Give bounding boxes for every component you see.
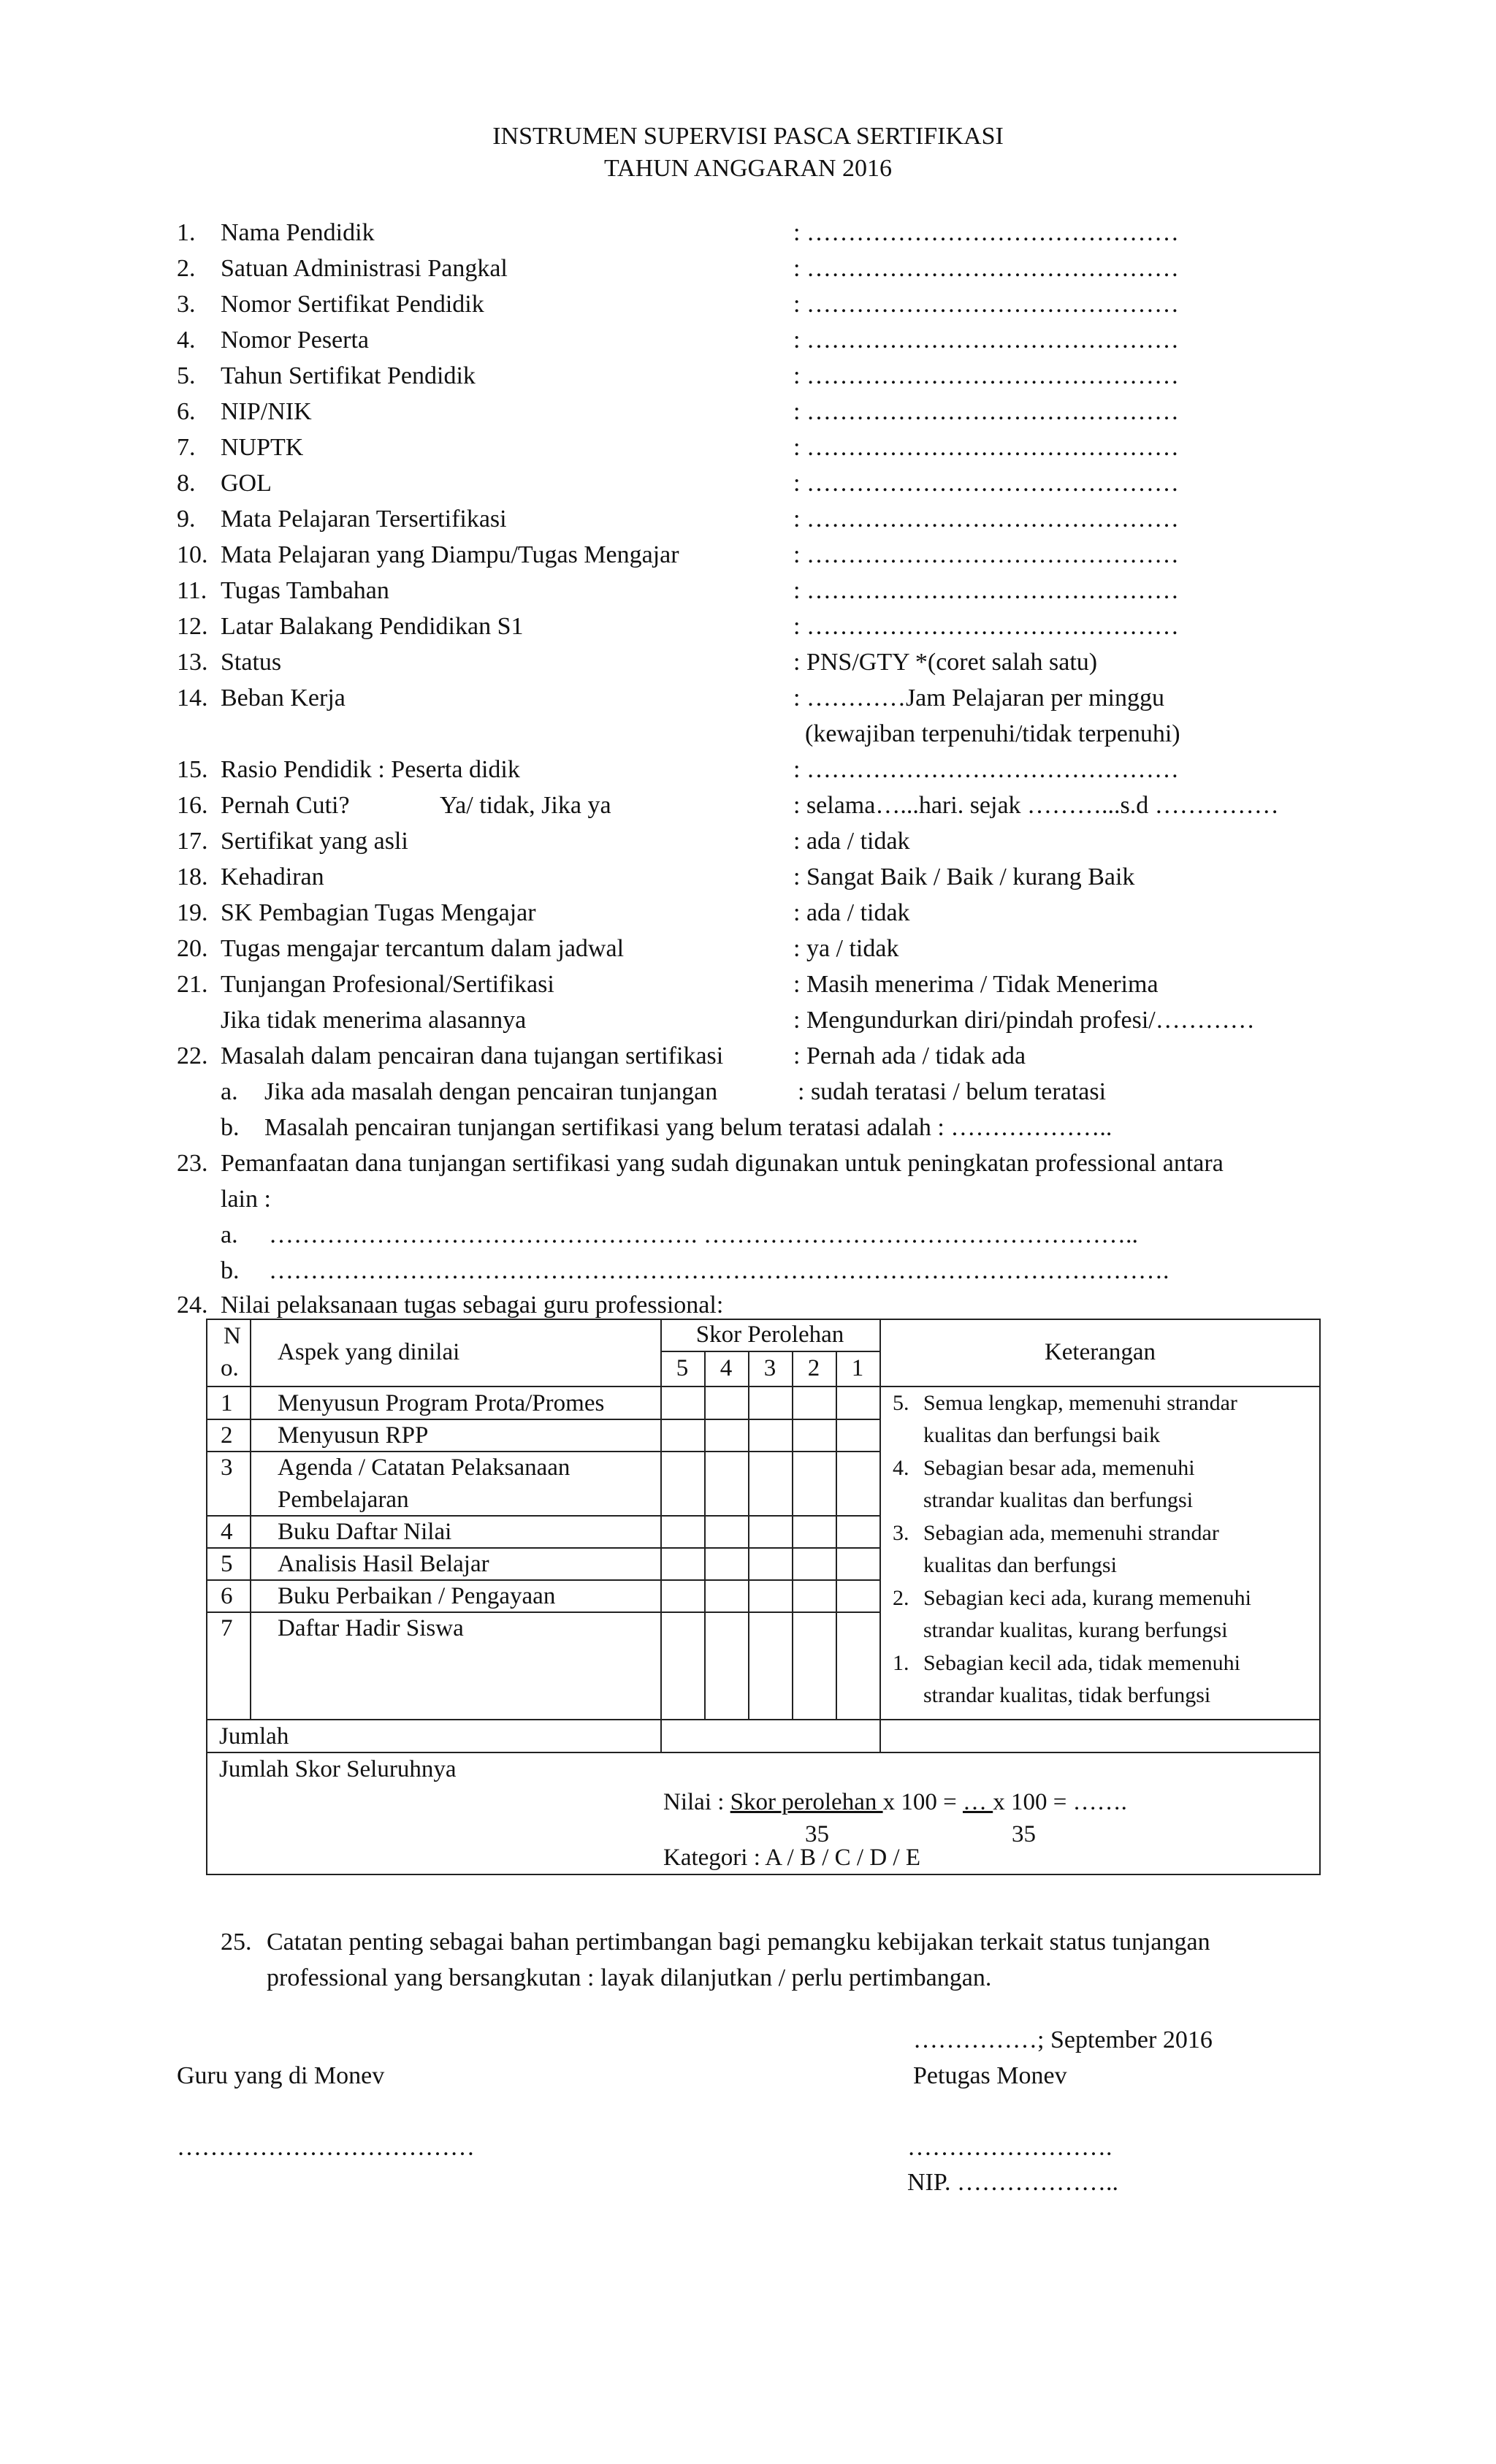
item-text: Catatan penting sebagai bahan pertimbangan bagi pemangku kebijakan terkait status tunjangan xyxy=(267,1929,1210,1956)
field-value: : ……………………………………… xyxy=(793,291,1179,318)
table-border xyxy=(206,1874,1321,1875)
field-value: : selama…...hari. sejak ………...s.d …………… xyxy=(793,792,1279,819)
table-grid-line xyxy=(748,1351,749,1719)
jumlah-label: Jumlah xyxy=(219,1723,289,1750)
field-label: Masalah dalam pencairan dana tujangan sertifikasi xyxy=(221,1042,724,1069)
field-number: 22. xyxy=(177,1042,208,1069)
field-value: : ……………………………………… xyxy=(793,362,1179,389)
sub-item-23a xyxy=(0,1217,1496,1253)
field-row xyxy=(0,1038,1496,1074)
signature-left-title: Guru yang di Monev xyxy=(177,2062,385,2089)
row-aspect: Buku Daftar Nilai xyxy=(278,1519,452,1545)
header-aspek: Aspek yang dinilai xyxy=(278,1339,460,1365)
row-aspect-cont: Pembelajaran xyxy=(278,1487,409,1513)
field-number: 9. xyxy=(177,506,196,533)
field-row xyxy=(0,752,1496,787)
table-grid-line xyxy=(879,1319,881,1752)
table-grid-line xyxy=(206,1719,1321,1720)
sub-item-22b xyxy=(0,1110,1496,1145)
row-aspect: Menyusun RPP xyxy=(278,1422,429,1449)
note-number: 5. xyxy=(893,1391,909,1415)
field-label: NUPTK xyxy=(221,434,304,461)
field-value: : ……………………………………… xyxy=(793,506,1179,533)
field-label-extra: Ya/ tidak, Jika ya xyxy=(440,792,611,819)
table-grid-line xyxy=(250,1319,251,1719)
field-value: : ada / tidak xyxy=(793,899,910,926)
note-text: kualitas dan berfungsi baik xyxy=(923,1423,1161,1447)
note-text: Sebagian besar ada, memenuhi xyxy=(923,1456,1195,1480)
field-row xyxy=(0,644,1496,680)
row-aspect: Daftar Hadir Siswa xyxy=(278,1615,464,1641)
field-label-secondary: Jika tidak menerima alasannya xyxy=(221,1007,527,1034)
row-number: 5 xyxy=(221,1551,233,1577)
sub-item-letter: b. xyxy=(221,1257,240,1284)
field-label: Satuan Administrasi Pangkal xyxy=(221,255,508,282)
note-text: kualitas dan berfungsi xyxy=(923,1553,1117,1577)
field-label: Mata Pelajaran yang Diampu/Tugas Mengajar xyxy=(221,541,679,568)
field-number: 3. xyxy=(177,291,196,318)
signature-nip: NIP. ……………….. xyxy=(907,2169,1119,2196)
sub-item-22a xyxy=(0,1074,1496,1110)
field-number: 8. xyxy=(177,470,196,497)
field-label: Nomor Peserta xyxy=(221,327,370,354)
sub-item-text: ……………………………………………. …………………………………………….. xyxy=(269,1221,1138,1248)
field-row-continuation xyxy=(0,716,1496,752)
field-label: Status xyxy=(221,649,282,676)
field-row xyxy=(0,609,1496,644)
field-label: Rasio Pendidik : Peserta didik xyxy=(221,756,520,783)
field-label: Nama Pendidik xyxy=(221,219,375,246)
item-24 xyxy=(0,1287,1496,1323)
field-number: 6. xyxy=(177,398,196,425)
formula-line xyxy=(663,1786,1127,1818)
document-title: INSTRUMEN SUPERVISI PASCA SERTIFIKASI xyxy=(492,123,1004,150)
signature-left-line: ……………………………… xyxy=(177,2134,475,2161)
row-aspect: Buku Perbaikan / Pengayaan xyxy=(278,1583,556,1609)
field-row xyxy=(0,430,1496,465)
sub-item-23b xyxy=(0,1253,1496,1289)
field-row xyxy=(0,465,1496,501)
field-value: : ada / tidak xyxy=(793,828,910,855)
field-label: Kehadiran xyxy=(221,863,324,890)
field-value: : Masih menerima / Tidak Menerima xyxy=(793,971,1159,998)
field-value: : PNS/GTY *(coret salah satu) xyxy=(793,649,1098,676)
field-value: : ……………………………………… xyxy=(793,219,1179,246)
note-number: 1. xyxy=(893,1651,909,1675)
note-number: 2. xyxy=(893,1586,909,1610)
field-row xyxy=(0,322,1496,358)
field-row-continuation xyxy=(0,1002,1496,1038)
field-number: 19. xyxy=(177,899,208,926)
signature-right-title: Petugas Monev xyxy=(913,2062,1067,2089)
formula-prefix: Nilai : xyxy=(663,1789,730,1815)
field-number: 7. xyxy=(177,434,196,461)
item-23-continuation xyxy=(0,1181,1496,1217)
field-number: 2. xyxy=(177,255,196,282)
row-number: 4 xyxy=(221,1519,233,1545)
field-row xyxy=(0,215,1496,251)
signature-right-line: ……………………. xyxy=(907,2134,1113,2161)
sub-item-letter: b. xyxy=(221,1114,240,1141)
note-text: Sebagian ada, memenuhi strandar xyxy=(923,1521,1219,1545)
field-number: 14. xyxy=(177,684,208,712)
field-number: 24. xyxy=(177,1292,208,1319)
note-text: Sebagian kecil ada, tidak memenuhi xyxy=(923,1651,1241,1675)
formula-dots: … xyxy=(962,1789,993,1815)
field-label: Tunjangan Profesional/Sertifikasi xyxy=(221,971,554,998)
field-value: : ……………………………………… xyxy=(793,577,1179,604)
field-value: : Sangat Baik / Baik / kurang Baik xyxy=(793,863,1135,890)
header-score-5: 5 xyxy=(676,1355,689,1381)
kategori-line: Kategori : A / B / C / D / E xyxy=(663,1845,920,1871)
note-text: Sebagian keci ada, kurang memenuhi xyxy=(923,1586,1252,1610)
place-date: ……………; September 2016 xyxy=(913,2026,1213,2053)
sub-item-letter: a. xyxy=(221,1078,238,1105)
item-text: lain : xyxy=(221,1186,271,1213)
field-row xyxy=(0,537,1496,573)
document-subtitle: TAHUN ANGGARAN 2016 xyxy=(604,155,892,182)
sub-item-text: ………………………………………………………………………………………………. xyxy=(269,1257,1169,1284)
field-value: : ……………………………………… xyxy=(793,398,1179,425)
field-number: 17. xyxy=(177,828,208,855)
field-value: : ……………………………………… xyxy=(793,613,1179,640)
field-value: : …………Jam Pelajaran per minggu xyxy=(793,684,1165,712)
field-number: 11. xyxy=(177,577,207,604)
field-number: 20. xyxy=(177,935,208,962)
field-number: 4. xyxy=(177,327,196,354)
item-23 xyxy=(0,1145,1496,1181)
table-grid-line xyxy=(704,1351,706,1719)
note-number: 4. xyxy=(893,1456,909,1480)
field-value-note: (kewajiban terpenuhi/tidak terpenuhi) xyxy=(805,720,1180,747)
field-value: : ……………………………………… xyxy=(793,255,1179,282)
header-score-3: 3 xyxy=(763,1355,776,1381)
field-label: NIP/NIK xyxy=(221,398,312,425)
table-border xyxy=(1319,1319,1321,1875)
field-number: 10. xyxy=(177,541,208,568)
field-row xyxy=(0,251,1496,286)
field-row xyxy=(0,823,1496,859)
sub-item-value: : sudah teratasi / belum teratasi xyxy=(798,1078,1107,1105)
field-number: 15. xyxy=(177,756,208,783)
formula-numerator: Skor perolehan xyxy=(730,1789,883,1815)
field-label: Nomor Sertifikat Pendidik xyxy=(221,291,484,318)
formula-mid: x 100 = xyxy=(882,1789,963,1815)
item-text: professional yang bersangkutan : layak dilanjutkan / perlu pertimbangan. xyxy=(267,1964,992,1991)
row-number: 1 xyxy=(221,1390,233,1416)
header-no-line1: N xyxy=(224,1323,241,1349)
field-row xyxy=(0,859,1496,895)
row-aspect: Analisis Hasil Belajar xyxy=(278,1551,489,1577)
field-value: : ……………………………………… xyxy=(793,434,1179,461)
field-label: Tugas mengajar tercantum dalam jadwal xyxy=(221,935,625,962)
field-row xyxy=(0,931,1496,966)
field-row xyxy=(0,394,1496,430)
note-text: strandar kualitas, tidak berfungsi xyxy=(923,1683,1211,1707)
note-text: strandar kualitas, kurang berfungsi xyxy=(923,1618,1228,1642)
row-aspect: Agenda / Catatan Pelaksanaan xyxy=(278,1454,570,1481)
item-25-continuation xyxy=(0,1960,1496,1996)
table-border xyxy=(206,1319,207,1875)
field-value: : ……………………………………… xyxy=(793,541,1179,568)
header-keterangan: Keterangan xyxy=(1044,1339,1156,1365)
header-no-line2: o. xyxy=(221,1355,239,1381)
row-aspect: Menyusun Program Prota/Promes xyxy=(278,1390,605,1416)
field-label: Beban Kerja xyxy=(221,684,346,712)
field-value: : ……………………………………… xyxy=(793,756,1179,783)
field-number: 5. xyxy=(177,362,196,389)
field-value: : ……………………………………… xyxy=(793,327,1179,354)
item-25 xyxy=(0,1924,1496,1960)
sub-item-letter: a. xyxy=(221,1221,238,1248)
header-score-1: 1 xyxy=(851,1355,864,1381)
field-value: : ……………………………………… xyxy=(793,470,1179,497)
note-number: 3. xyxy=(893,1521,909,1545)
item-text: Nilai pelaksanaan tugas sebagai guru professional: xyxy=(221,1292,724,1319)
row-number: 6 xyxy=(221,1583,233,1609)
field-label: Latar Balakang Pendidikan S1 xyxy=(221,613,524,640)
field-row xyxy=(0,895,1496,931)
field-label: GOL xyxy=(221,470,272,497)
row-number: 2 xyxy=(221,1422,233,1449)
field-label: Mata Pelajaran Tersertifikasi xyxy=(221,506,507,533)
header-score-4: 4 xyxy=(720,1355,733,1381)
field-number: 25. xyxy=(221,1929,252,1956)
field-number: 12. xyxy=(177,613,208,640)
field-number: 16. xyxy=(177,792,208,819)
formula-end: x 100 = ……. xyxy=(993,1789,1127,1815)
table-grid-line xyxy=(792,1351,793,1719)
formula-denominator: 35 xyxy=(1012,1821,1036,1847)
field-number: 21. xyxy=(177,971,208,998)
formula-denominator: 35 xyxy=(805,1821,829,1847)
field-row xyxy=(0,573,1496,609)
field-row xyxy=(0,966,1496,1002)
field-number: 23. xyxy=(177,1150,208,1177)
field-label: Tahun Sertifikat Pendidik xyxy=(221,362,476,389)
field-value-secondary: : Mengundurkan diri/pindah profesi/………… xyxy=(793,1007,1255,1034)
table-grid-line xyxy=(836,1351,837,1719)
field-row xyxy=(0,358,1496,394)
field-label: Tugas Tambahan xyxy=(221,577,389,604)
field-row xyxy=(0,787,1496,823)
sub-item-label: Jika ada masalah dengan pencairan tunjangan xyxy=(264,1078,718,1105)
row-number: 3 xyxy=(221,1454,233,1481)
note-text: strandar kualitas dan berfungsi xyxy=(923,1488,1194,1512)
field-label: Sertifikat yang asli xyxy=(221,828,408,855)
header-skor: Skor Perolehan xyxy=(695,1321,844,1348)
field-number: 18. xyxy=(177,863,208,890)
field-value: : ya / tidak xyxy=(793,935,899,962)
field-row xyxy=(0,501,1496,537)
field-label: Pernah Cuti? xyxy=(221,792,350,819)
sub-item-text: Masalah pencairan tunjangan sertifikasi yang belum teratasi adalah : ……………….. xyxy=(264,1114,1113,1141)
field-value: : Pernah ada / tidak ada xyxy=(793,1042,1026,1069)
row-number: 7 xyxy=(221,1615,233,1641)
jumlah-total-label: Jumlah Skor Seluruhnya xyxy=(219,1756,457,1782)
field-row xyxy=(0,680,1496,716)
note-text: Semua lengkap, memenuhi strandar xyxy=(923,1391,1237,1415)
field-label: SK Pembagian Tugas Mengajar xyxy=(221,899,536,926)
field-number: 13. xyxy=(177,649,208,676)
field-row xyxy=(0,286,1496,322)
item-text: Pemanfaatan dana tunjangan sertifikasi yang sudah digunakan untuk peningkatan professional antara xyxy=(221,1150,1224,1177)
field-number: 1. xyxy=(177,219,196,246)
header-score-2: 2 xyxy=(807,1355,820,1381)
